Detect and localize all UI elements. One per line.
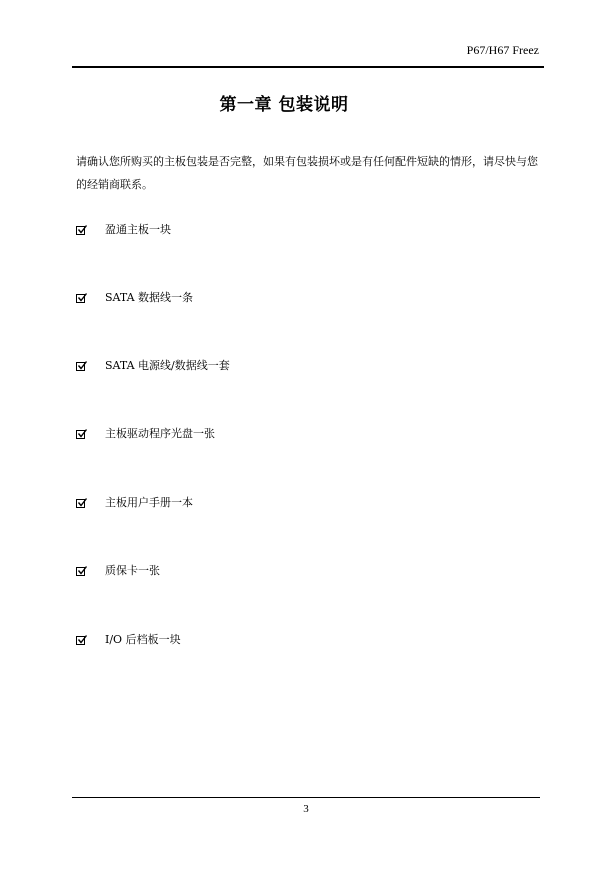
- page-number: 3: [303, 803, 309, 815]
- checklist-item-label: 质保卡一张: [105, 564, 160, 577]
- checked-box-icon: [76, 499, 85, 508]
- checklist-item-label: SATA 电源线/数据线一套: [105, 359, 230, 372]
- footer-divider: [72, 797, 540, 798]
- checklist-item: [76, 290, 194, 306]
- checklist-item-label: 主板用户手册一本: [105, 496, 193, 509]
- checklist-item-label: 主板驱动程序光盘一张: [105, 427, 215, 440]
- checklist-item: [76, 495, 193, 511]
- checklist-item: [76, 563, 160, 579]
- header-divider: [72, 66, 544, 68]
- chapter-title: 第一章 包装说明: [219, 95, 349, 115]
- checklist-item: [76, 426, 215, 442]
- checked-box-icon: [76, 226, 85, 235]
- checklist-item-label: I/O 后档板一块: [105, 633, 181, 646]
- checklist-item: [76, 222, 171, 238]
- checked-box-icon: [76, 636, 85, 645]
- checked-box-icon: [76, 294, 85, 303]
- checked-box-icon: [76, 362, 85, 371]
- checklist-item: [76, 358, 230, 374]
- checked-box-icon: [76, 430, 85, 439]
- checklist-item: [76, 632, 181, 648]
- header-title: P67/H67 Freez: [466, 43, 539, 57]
- checklist-item-label: SATA 数据线一条: [105, 291, 194, 304]
- intro-paragraph: 请确认您所购买的主板包装是否完整，如果有包装损坏或是有任何配件短缺的情形，请尽快与您的经销商联系。: [76, 155, 538, 191]
- checked-box-icon: [76, 567, 85, 576]
- checklist-item-label: 盈通主板一块: [105, 223, 171, 236]
